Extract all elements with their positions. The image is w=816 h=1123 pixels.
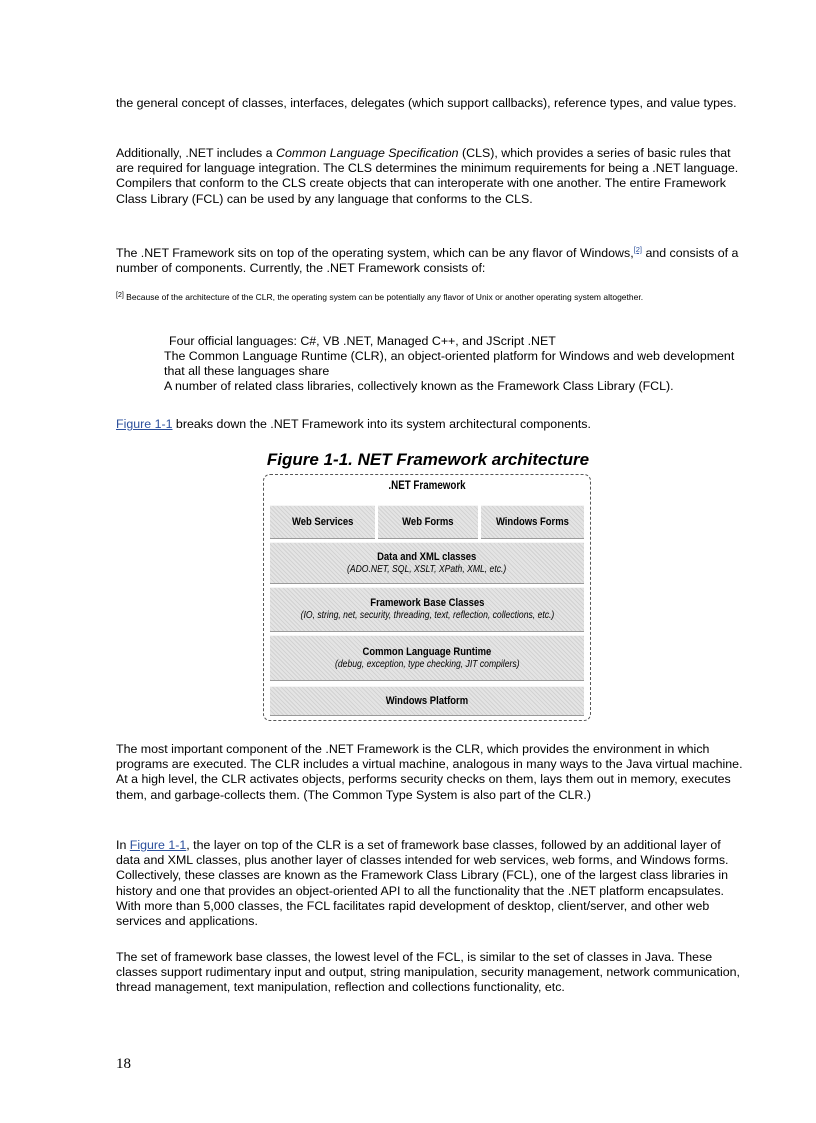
figure-link[interactable]: Figure 1-1 [129, 838, 187, 852]
paragraph-clr: The most important component of the .NET Framework is the CLR, which provides the environment in which programs are executed. The CLR includes a virtual machine, analogous in many ways to the Java virtual machine. At a high level, the CLR activates objects, performs security checks on them, lays them out in memory, executes them, and garbage-collects them. (The Common Type System is also part of the CLR.) [116, 742, 743, 802]
clr-layer [270, 635, 584, 681]
framework-os-text-a: The .NET Framework sits on top of the operating system, which can be any flavor of Windows, [116, 246, 634, 260]
paragraph-cls [116, 146, 746, 207]
footnote [116, 290, 746, 303]
web-forms-layer [378, 505, 478, 539]
cls-term: Common Language Specification [276, 146, 459, 160]
base-classes-title: Framework Base Classes [369, 597, 485, 609]
windows-platform-layer [270, 686, 584, 716]
paragraph-fcl [116, 838, 746, 929]
fcl-text-a: In [116, 838, 130, 852]
windows-forms-label: Windows Forms [496, 515, 569, 528]
cls-text-b: (CLS), which provides a series of basic rules that are required for language integration. The CLS determines the minimum requirements for being a .NET language. Compilers that conform to the CLS create objects that can interoperate with one another. The entire Framework Class Library (FCL) can be used by any language that conforms to the CLS. [116, 146, 739, 206]
diagram-header: .NET Framework [388, 480, 466, 492]
base-classes-layer [270, 587, 584, 632]
base-classes-subtitle: (IO, string, net, security, threading, text, reflection, collections, etc.) [300, 610, 554, 621]
windows-platform-label: Windows Platform [385, 694, 469, 707]
paragraph-figure-intro [116, 417, 746, 432]
footnote-mark: [2] [116, 292, 124, 299]
data-xml-subtitle: (ADO.NET, SQL, XSLT, XPath, XML, etc.) [347, 563, 507, 575]
list-item: A number of related class libraries, collectively known as the Framework Class Library (FCL). [164, 379, 674, 393]
components-list [164, 334, 754, 394]
web-services-layer [270, 505, 375, 539]
figure-title: Figure 1-1. NET Framework architecture [266, 450, 590, 469]
fcl-text-b: , the layer on top of the CLR is a set of framework base classes, followed by an additional layer of data and XML classes, plus another layer of classes intended for web services, web forms, and Windows forms. Collectively, these classes are known as the Framework Class Library (FCL), one of the largest class libraries in history and one that provides an object-oriented API to all the functionality that the .NET platform encapsulates. With more than 5,000 classes, the FCL facilitates rapid development of desktop, client/server, and other web services and applications. [116, 838, 729, 929]
framework-os-text-b: and consists of a number of components. Currently, the .NET Framework consists of: [116, 246, 739, 276]
page-number: 18 [116, 1056, 131, 1072]
data-xml-title: Data and XML classes [377, 550, 477, 563]
footnote-ref-link[interactable]: [2] [633, 245, 642, 254]
architecture-diagram [263, 474, 591, 721]
web-services-label: Web Services [291, 515, 354, 528]
data-xml-layer [270, 542, 584, 584]
list-item: Four official languages: C#, VB .NET, Managed C++, and JScript .NET [169, 334, 556, 348]
footnote-text: Because of the architecture of the CLR, the operating system can be potentially any flavor of Unix or another operating system altogether. [123, 292, 644, 302]
list-item: The Common Language Runtime (CLR), an object-oriented platform for Windows and web development that all these languages share [164, 349, 735, 378]
web-forms-label: Web Forms [402, 515, 454, 528]
paragraph-intro: the general concept of classes, interfaces, delegates (which support callbacks), reference types, and value types. [116, 96, 737, 110]
figure-intro-text: breaks down the .NET Framework into its system architectural components. [172, 417, 591, 431]
clr-subtitle: (debug, exception, type checking, JIT compilers) [334, 658, 520, 670]
windows-forms-layer [481, 505, 584, 539]
clr-title: Common Language Runtime [362, 645, 492, 658]
paragraph-base-classes: The set of framework base classes, the lowest level of the FCL, is similar to the set of classes in Java. These classes support rudimentary input and output, string manipulation, security management, network communication, thread management, text manipulation, reflection and collections functionality, etc. [116, 950, 740, 995]
figure-link[interactable]: Figure 1-1 [116, 417, 173, 431]
cls-text-a: Additionally, .NET includes a [116, 146, 277, 160]
paragraph-framework-os [116, 242, 746, 276]
